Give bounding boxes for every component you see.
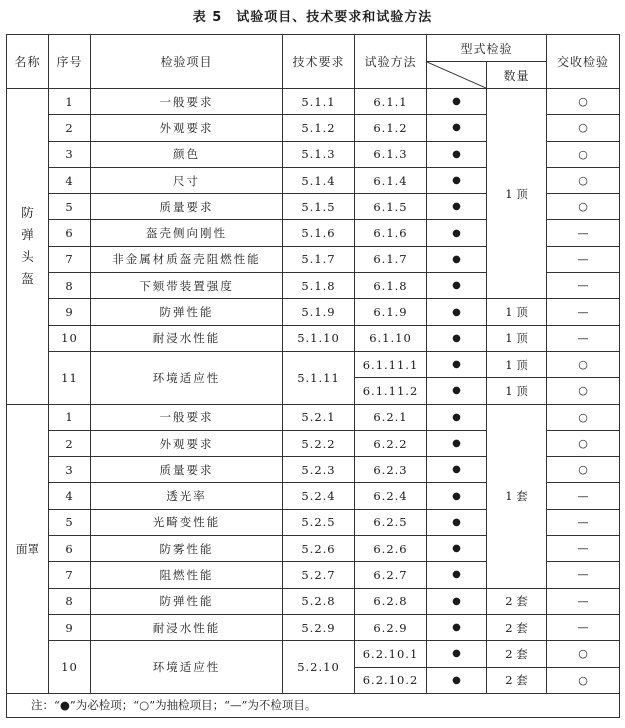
- test-method-cell: 6.1.4: [355, 167, 427, 193]
- quantity-cell: 1 套: [487, 404, 547, 588]
- not-inspected-dash-icon: —: [547, 299, 620, 325]
- section-name: 面罩: [7, 404, 49, 693]
- item-cell: 光畸变性能: [91, 509, 283, 535]
- required-dot-icon: ●: [427, 89, 487, 115]
- required-dot-icon: ●: [427, 430, 487, 456]
- required-dot-icon: ●: [427, 141, 487, 167]
- required-dot-icon: ●: [427, 351, 487, 377]
- header-quantity: 数量: [487, 62, 547, 89]
- test-method-cell: 6.2.10.2: [355, 667, 427, 693]
- section-name-char: 弹: [21, 227, 34, 243]
- test-method-cell: 6.1.11.2: [355, 378, 427, 404]
- test-method-cell: 6.2.2: [355, 430, 427, 456]
- sampling-circle-icon: ○: [547, 404, 620, 430]
- not-inspected-dash-icon: —: [547, 246, 620, 272]
- sampling-circle-icon: ○: [547, 115, 620, 141]
- test-method-cell: 6.2.1: [355, 404, 427, 430]
- table-row: [7, 614, 620, 640]
- sampling-circle-icon: ○: [547, 430, 620, 456]
- seq-cell: 9: [49, 299, 91, 325]
- quantity-cell: 1 顶: [487, 299, 547, 325]
- required-dot-icon: ●: [427, 641, 487, 667]
- not-inspected-dash-icon: —: [547, 325, 620, 351]
- test-method-cell: 6.1.8: [355, 273, 427, 299]
- item-cell: 盔壳侧向刚性: [91, 220, 283, 246]
- item-cell: 尺寸: [91, 167, 283, 193]
- test-method-cell: 6.1.7: [355, 246, 427, 272]
- seq-cell: 11: [49, 351, 91, 404]
- quantity-cell: 2 套: [487, 641, 547, 667]
- required-dot-icon: ●: [427, 457, 487, 483]
- test-method-cell: 6.1.1: [355, 89, 427, 115]
- test-method-cell: 6.2.3: [355, 457, 427, 483]
- table-row: [7, 404, 620, 430]
- item-cell: 外观要求: [91, 115, 283, 141]
- tech-req-cell: 5.2.8: [283, 588, 355, 614]
- not-inspected-dash-icon: —: [547, 483, 620, 509]
- header-test-method: 试验方法: [355, 35, 427, 89]
- table-note: 注：“●”为必检项；“○”为抽检项目；“—”为不检项目。: [7, 693, 620, 717]
- seq-cell: 7: [49, 246, 91, 272]
- seq-cell: 5: [49, 509, 91, 535]
- tech-req-cell: 5.2.7: [283, 562, 355, 588]
- quantity-cell: 1 顶: [487, 351, 547, 377]
- sampling-circle-icon: ○: [547, 167, 620, 193]
- seq-cell: 4: [49, 483, 91, 509]
- item-cell: 防雾性能: [91, 536, 283, 562]
- not-inspected-dash-icon: —: [547, 536, 620, 562]
- required-dot-icon: ●: [427, 588, 487, 614]
- quantity-cell: 1 顶: [487, 325, 547, 351]
- seq-cell: 2: [49, 430, 91, 456]
- test-method-cell: 6.2.9: [355, 614, 427, 640]
- not-inspected-dash-icon: —: [547, 614, 620, 640]
- seq-cell: 3: [49, 457, 91, 483]
- header-seq: 序号: [49, 35, 91, 89]
- header-item: 检验项目: [91, 35, 283, 89]
- required-dot-icon: ●: [427, 220, 487, 246]
- quantity-cell: 2 套: [487, 667, 547, 693]
- diagonal-cell: [427, 62, 487, 89]
- tech-req-cell: 5.1.7: [283, 246, 355, 272]
- required-dot-icon: ●: [427, 273, 487, 299]
- test-method-cell: 6.2.6: [355, 536, 427, 562]
- diagonal-line-icon: [427, 62, 486, 88]
- sampling-circle-icon: ○: [547, 641, 620, 667]
- item-cell: 非金属材质盔壳阻燃性能: [91, 246, 283, 272]
- seq-cell: 8: [49, 273, 91, 299]
- table-row: [7, 325, 620, 351]
- tech-req-cell: 5.1.6: [283, 220, 355, 246]
- item-cell: 耐浸水性能: [91, 325, 283, 351]
- required-dot-icon: ●: [427, 194, 487, 220]
- seq-cell: 2: [49, 115, 91, 141]
- test-method-cell: 6.1.5: [355, 194, 427, 220]
- required-dot-icon: ●: [427, 115, 487, 141]
- sampling-circle-icon: ○: [547, 89, 620, 115]
- sampling-circle-icon: ○: [547, 194, 620, 220]
- seq-cell: 6: [49, 220, 91, 246]
- not-inspected-dash-icon: —: [547, 220, 620, 246]
- required-dot-icon: ●: [427, 167, 487, 193]
- sampling-circle-icon: ○: [547, 351, 620, 377]
- item-cell: 颜色: [91, 141, 283, 167]
- tech-req-cell: 5.1.4: [283, 167, 355, 193]
- seq-cell: 8: [49, 588, 91, 614]
- item-cell: 阻燃性能: [91, 562, 283, 588]
- table-row: [7, 89, 620, 115]
- test-method-cell: 6.1.3: [355, 141, 427, 167]
- required-dot-icon: ●: [427, 562, 487, 588]
- header-name: 名称: [7, 35, 49, 89]
- test-method-cell: 6.1.10: [355, 325, 427, 351]
- item-cell: 质量要求: [91, 194, 283, 220]
- section-name-vertical: [7, 202, 48, 290]
- test-method-cell: 6.1.11.1: [355, 351, 427, 377]
- required-dot-icon: ●: [427, 614, 487, 640]
- not-inspected-dash-icon: —: [547, 273, 620, 299]
- required-dot-icon: ●: [427, 404, 487, 430]
- item-cell: 环境适应性: [91, 351, 283, 404]
- item-cell: 防弹性能: [91, 299, 283, 325]
- tech-req-cell: 5.2.4: [283, 483, 355, 509]
- item-cell: 一般要求: [91, 89, 283, 115]
- required-dot-icon: ●: [427, 483, 487, 509]
- test-method-cell: 6.1.6: [355, 220, 427, 246]
- inspection-table: [6, 34, 620, 718]
- tech-req-cell: 5.1.2: [283, 115, 355, 141]
- sampling-circle-icon: ○: [547, 378, 620, 404]
- required-dot-icon: ●: [427, 667, 487, 693]
- test-method-cell: 6.2.5: [355, 509, 427, 535]
- required-dot-icon: ●: [427, 378, 487, 404]
- required-dot-icon: ●: [427, 246, 487, 272]
- tech-req-cell: 5.1.5: [283, 194, 355, 220]
- quantity-cell: 2 套: [487, 614, 547, 640]
- item-cell: 外观要求: [91, 430, 283, 456]
- not-inspected-dash-icon: —: [547, 509, 620, 535]
- required-dot-icon: ●: [427, 299, 487, 325]
- sampling-circle-icon: ○: [547, 141, 620, 167]
- header-acceptance-test: 交收检验: [547, 35, 620, 89]
- seq-cell: 5: [49, 194, 91, 220]
- required-dot-icon: ●: [427, 536, 487, 562]
- seq-cell: 10: [49, 641, 91, 694]
- tech-req-cell: 5.2.10: [283, 641, 355, 694]
- table-title: 表 5 试验项目、技术要求和试验方法: [192, 10, 433, 25]
- seq-cell: 6: [49, 536, 91, 562]
- required-dot-icon: ●: [427, 325, 487, 351]
- tech-req-cell: 5.2.5: [283, 509, 355, 535]
- table-row: [7, 641, 620, 667]
- seq-cell: 10: [49, 325, 91, 351]
- test-method-cell: 6.2.10.1: [355, 641, 427, 667]
- tech-req-cell: 5.2.1: [283, 404, 355, 430]
- tech-req-cell: 5.1.10: [283, 325, 355, 351]
- item-cell: 透光率: [91, 483, 283, 509]
- test-method-cell: 6.2.7: [355, 562, 427, 588]
- test-method-cell: 6.2.8: [355, 588, 427, 614]
- tech-req-cell: 5.1.3: [283, 141, 355, 167]
- tech-req-cell: 5.2.3: [283, 457, 355, 483]
- test-method-cell: 6.1.2: [355, 115, 427, 141]
- tech-req-cell: 5.1.1: [283, 89, 355, 115]
- item-cell: 环境适应性: [91, 641, 283, 694]
- item-cell: 下颏带装置强度: [91, 273, 283, 299]
- seq-cell: 7: [49, 562, 91, 588]
- required-dot-icon: ●: [427, 509, 487, 535]
- tech-req-cell: 5.1.9: [283, 299, 355, 325]
- tech-req-cell: 5.2.6: [283, 536, 355, 562]
- sampling-circle-icon: ○: [547, 457, 620, 483]
- seq-cell: 3: [49, 141, 91, 167]
- seq-cell: 1: [49, 404, 91, 430]
- header-tech-req: 技术要求: [283, 35, 355, 89]
- section-name-char: 盔: [21, 271, 34, 287]
- tech-req-cell: 5.2.9: [283, 614, 355, 640]
- tech-req-cell: 5.1.8: [283, 273, 355, 299]
- quantity-cell: 1 顶: [487, 378, 547, 404]
- section-name-char: 防: [21, 205, 34, 221]
- sampling-circle-icon: ○: [547, 667, 620, 693]
- section-name-char: 头: [21, 249, 34, 265]
- table-row: [7, 588, 620, 614]
- tech-req-cell: 5.1.11: [283, 351, 355, 404]
- not-inspected-dash-icon: —: [547, 562, 620, 588]
- seq-cell: 9: [49, 614, 91, 640]
- seq-cell: 1: [49, 89, 91, 115]
- item-cell: 耐浸水性能: [91, 614, 283, 640]
- item-cell: 质量要求: [91, 457, 283, 483]
- test-method-cell: 6.2.4: [355, 483, 427, 509]
- tech-req-cell: 5.2.2: [283, 430, 355, 456]
- quantity-cell: 2 套: [487, 588, 547, 614]
- seq-cell: 4: [49, 167, 91, 193]
- not-inspected-dash-icon: —: [547, 588, 620, 614]
- quantity-cell: 1 顶: [487, 89, 547, 299]
- item-cell: 防弹性能: [91, 588, 283, 614]
- header-type-test: 型式检验: [427, 35, 547, 62]
- table-row: [7, 351, 620, 377]
- table-row: [7, 299, 620, 325]
- section-name: [7, 89, 49, 405]
- item-cell: 一般要求: [91, 404, 283, 430]
- test-method-cell: 6.1.9: [355, 299, 427, 325]
